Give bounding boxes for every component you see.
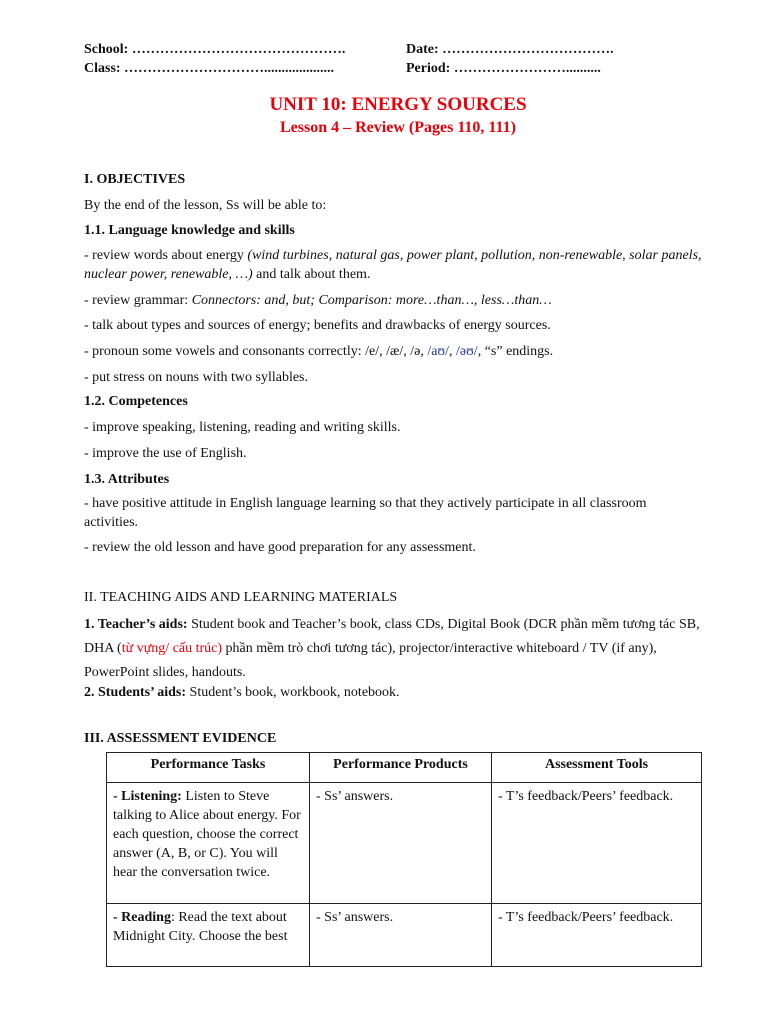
product-cell: - Ss’ answers. bbox=[310, 783, 492, 904]
assessment-table bbox=[106, 752, 702, 967]
column-header: Performance Products bbox=[310, 753, 492, 783]
table-row bbox=[107, 783, 702, 904]
tool-cell: - T’s feedback/Peers’ feedback. bbox=[492, 904, 702, 967]
competence-1: - improve speaking, listening, reading and writing skills. bbox=[84, 420, 401, 435]
school-field: School: ………………………………………. bbox=[84, 42, 346, 57]
talk-objective: - talk about types and sources of energy; benefits and drawbacks of energy sources. bbox=[84, 318, 551, 333]
vocab-objective: - review words about energy (wind turbines, natural gas, power plant, pollution, non-renewable, solar panels, nuclear power, renewable, …) and talk about them. bbox=[84, 248, 702, 282]
assessment-heading: III. ASSESSMENT EVIDENCE bbox=[84, 731, 277, 746]
table-row bbox=[107, 904, 702, 967]
teacher-aids: 1. Teacher’s aids: Student book and Teacher’s book, class CDs, Digital Book (DCR phần mềm tương tác SB, DHA (từ vựng/ cấu trúc) phần mềm trò chơi tương tác), projector/interactive whiteboard / TV (if any), PowerPoint slides, handouts. bbox=[84, 617, 700, 680]
attribute-1: - have positive attitude in English language learning so that they actively participate in all classroom activities. bbox=[84, 496, 647, 530]
attribute-2: - review the old lesson and have good preparation for any assessment. bbox=[84, 540, 476, 555]
aids-heading: II. TEACHING AIDS AND LEARNING MATERIALS bbox=[84, 590, 398, 605]
column-header: Performance Tasks bbox=[107, 753, 310, 783]
attributes-heading: 1.3. Attributes bbox=[84, 472, 170, 487]
lesson-title: Lesson 4 – Review (Pages 110, 111) bbox=[280, 119, 516, 136]
grammar-objective: - review grammar: Connectors: and, but; Comparison: more…than…, less…than… bbox=[84, 293, 552, 308]
class-field: Class: ………………………….................... bbox=[84, 61, 335, 76]
task-cell: - Reading: Read the text about Midnight City. Choose the best bbox=[107, 904, 310, 967]
competences-heading: 1.2. Competences bbox=[84, 394, 188, 409]
product-cell: - Ss’ answers. bbox=[310, 904, 492, 967]
competence-2: - improve the use of English. bbox=[84, 446, 247, 461]
pronunciation-objective: - pronoun some vowels and consonants correctly: /e/, /æ/, /ə, /aʊ/, /əʊ/, “s” endings. bbox=[84, 344, 554, 359]
student-aids: 2. Students’ aids: Student’s book, workbook, notebook. bbox=[84, 685, 400, 700]
task-cell: - Listening: Listen to Steve talking to Alice about energy. For each question, choose the correct answer (A, B, or C). You will hear the conversation twice. bbox=[107, 783, 310, 904]
tool-cell: - T’s feedback/Peers’ feedback. bbox=[492, 783, 702, 904]
column-header: Assessment Tools bbox=[492, 753, 702, 783]
table-header-row bbox=[107, 753, 702, 783]
unit-title: UNIT 10: ENERGY SOURCES bbox=[269, 94, 527, 115]
date-field: Date: ………………………………. bbox=[406, 42, 614, 57]
objectives-intro: By the end of the lesson, Ss will be able to: bbox=[84, 198, 327, 213]
language-skills-heading: 1.1. Language knowledge and skills bbox=[84, 223, 295, 238]
stress-objective: - put stress on nouns with two syllables. bbox=[84, 370, 308, 385]
period-field: Period: …………………….......... bbox=[406, 61, 601, 76]
objectives-heading: I. OBJECTIVES bbox=[84, 172, 186, 187]
